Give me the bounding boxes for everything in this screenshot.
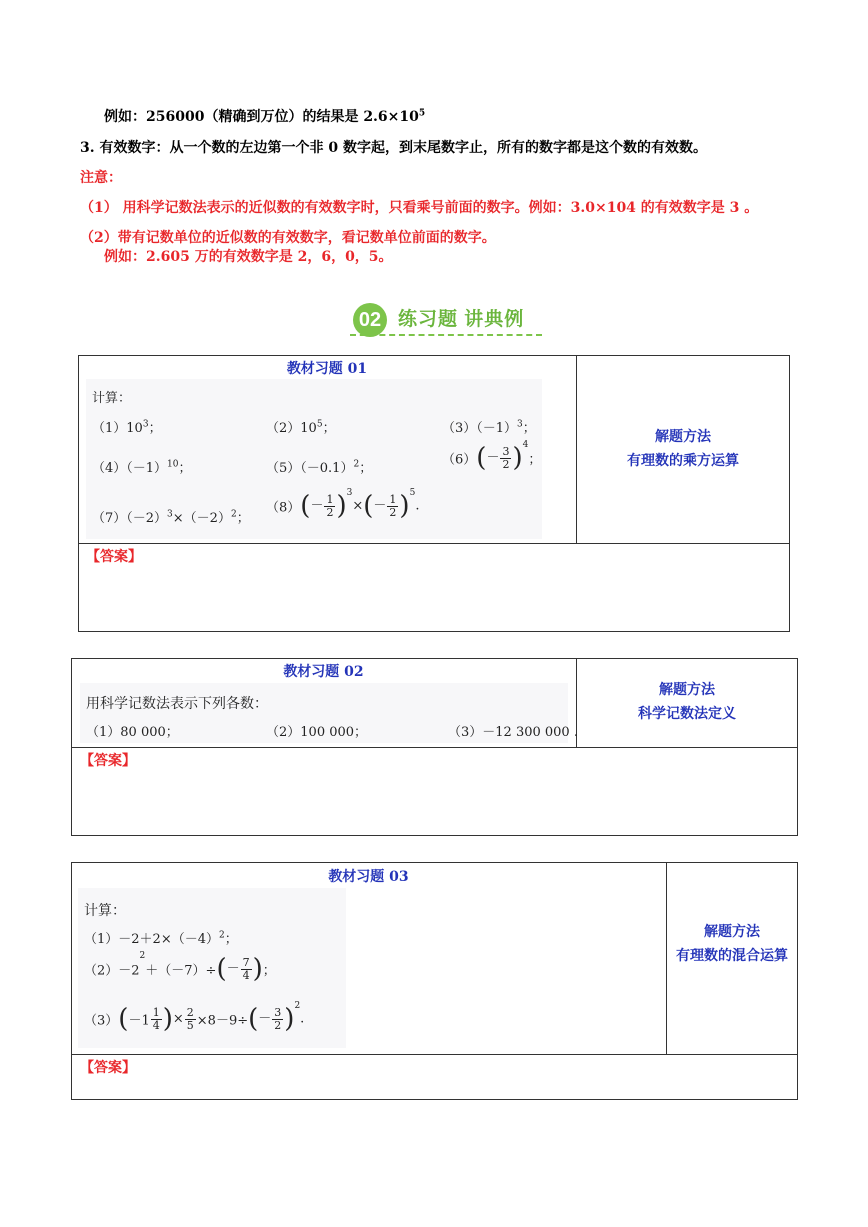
problem-03-answer-label: 【答案】 <box>80 1060 136 1076</box>
problem-02-answer-label: 【答案】 <box>80 753 136 769</box>
note-label: 注意： <box>80 170 122 186</box>
problem-01-prompt: 计算： <box>92 391 132 406</box>
note-2-example: 例如：2.605 万的有效数字是 2，6，0，5。 <box>104 249 393 265</box>
method-text: 有理数的混合运算 <box>676 948 788 964</box>
problem-01-item-1: $(1)10^3$； <box>92 419 162 436</box>
problem-01-question-image <box>86 379 542 539</box>
problem-01-title: 教材习题 01 <box>286 361 368 377</box>
problem-02-answer-divider <box>71 747 798 748</box>
problem-02-title: 教材习题 02 <box>283 664 364 680</box>
problem-01-item-3: $(3)(-1)^3$； <box>442 419 536 436</box>
point-3-effective-digits: 3. 有效数字：从一个数的左边第一个非 0 数字起，到末尾数字止，所有的数字都是这个数的有效数。 <box>80 140 707 156</box>
problem-01-method <box>576 425 790 473</box>
problem-02-item-2: （2）100 000； <box>266 725 368 740</box>
problem-03-item-2: $(2)-2^2+(-7)\div(-$ $\frac{7}{4}$ )； <box>84 951 276 984</box>
problem-03-answer-divider <box>71 1054 798 1055</box>
example-line: 例如：256000（精确到万位）的结果是 $2.6\times 10^5$ <box>104 108 426 125</box>
problem-02-prompt: 用科学记数法表示下列各数： <box>86 696 268 712</box>
problem-03-prompt: 计算： <box>84 903 126 919</box>
problem-03-item-1: $(1)-2+2\times(-4)^2$； <box>84 930 238 947</box>
problem-03-question-image <box>78 888 346 1048</box>
method-label: 解题方法 <box>704 924 760 940</box>
method-label: 解题方法 <box>655 429 711 445</box>
problem-01-answer-label: 【答案】 <box>86 549 142 565</box>
problem-03-title: 教材习题 03 <box>328 869 409 885</box>
method-text: 科学记数法定义 <box>638 706 736 722</box>
problem-01-item-5: $(5)(-0.1)^2$； <box>266 459 373 476</box>
problem-01-item-7: $(7)(-2)^3\times(-2)^2$； <box>92 509 250 526</box>
method-label: 解题方法 <box>659 682 715 698</box>
method-text: 有理数的乘方运算 <box>627 453 739 469</box>
problem-01-item-8: （8）(－ $\frac{1}{2}$ )$^3$×(－ $\frac{1}{2}$ )$^5$. <box>266 488 420 521</box>
problem-01-item-4: $(4)(-1)^{10}$； <box>92 459 192 476</box>
problem-02-question-image <box>80 683 578 743</box>
problem-03-method <box>666 920 798 968</box>
problem-01-answer-divider <box>78 543 790 544</box>
section-title: 练习题 讲典例 <box>398 309 525 330</box>
problem-01-item-6: （6）(－ $\frac{3}{2}$ )$^4$； <box>442 440 542 473</box>
section-divider <box>350 334 542 336</box>
problem-02-item-1: （1）80 000； <box>86 725 179 740</box>
note-1: （1） 用科学记数法表示的近似数的有效数字时，只看乘号前面的数字。例如：3.0×104 的有效数字是 3 。 <box>80 200 759 216</box>
problem-02-method <box>576 678 798 726</box>
problem-01-item-2: $(2)10^5$； <box>266 419 336 436</box>
problem-03-item-3: （3）(－1 $\frac{1}{4}$ )× $\frac{2}{5}$ ×8－9÷(－ $\frac{3}{2}$ )$^2$. <box>84 1001 305 1034</box>
section-number-badge: 02 <box>353 303 387 337</box>
problem-02-item-3: （3）－12 300 000 . <box>448 725 578 740</box>
note-2: （2）带有记数单位的近似数的有效数字，看记数单位前面的数字。 <box>80 230 496 246</box>
